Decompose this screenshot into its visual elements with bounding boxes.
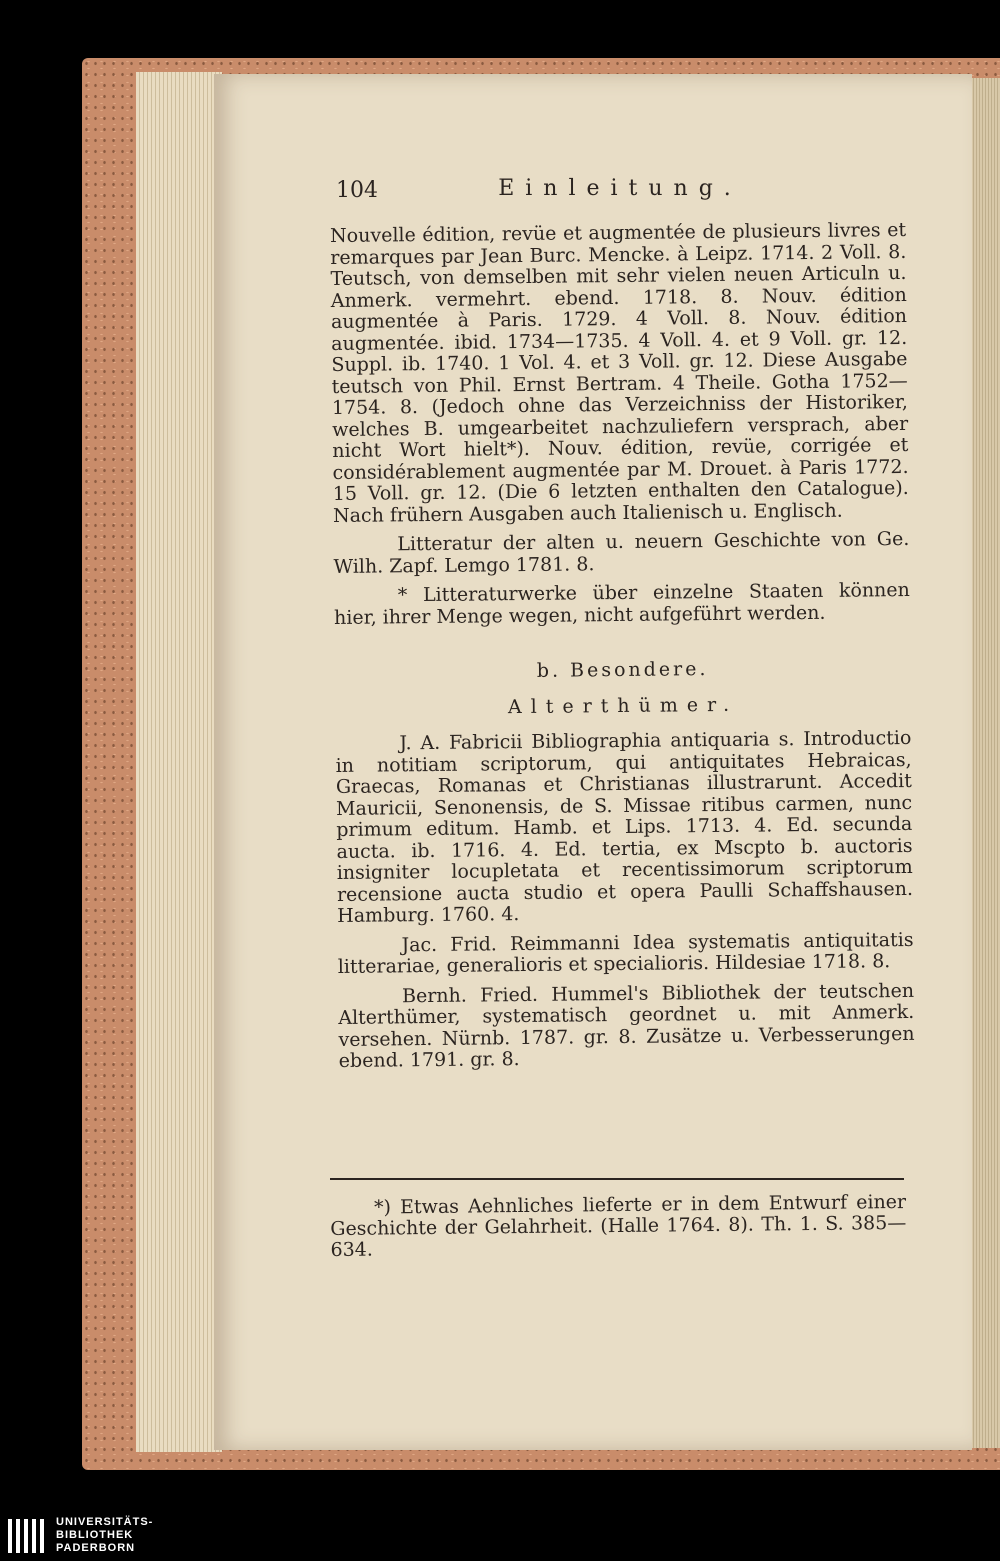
page-header: [330, 172, 910, 208]
footnote-rule: [330, 1178, 904, 1180]
library-logo-bar: [0, 1510, 1000, 1561]
paragraph-note-staaten: * Litteraturwerke über einzelne Staaten können hier, ihrer Menge wegen, nicht aufgeführt werden.: [333, 578, 910, 629]
page-body: [330, 220, 915, 1080]
library-name: [56, 1516, 153, 1555]
section-heading-alterthuemer: Alterthümer.: [507, 693, 739, 718]
library-name-line-1: UNIVERSITÄTS-: [56, 1516, 154, 1528]
footnote: *) Etwas Aehnliches lieferte er in dem Entwurf einer Geschichte der Gelahrheit. (Halle 1764. 8). Th. 1. S. 385—634.: [330, 1190, 907, 1261]
library-name-line-2: BIBLIOTHEK: [56, 1529, 134, 1541]
paragraph-nouvelle-edition: Nouvelle édition, revüe et augmentée de plusieurs livres et remarques par Jean Burc. Mencke. à Leipz. 1714. 2 Voll. 8. Teutsch, von demselben mit sehr vielen neuen Articuln u. Anmerk. vermehrt. ebend. 1718. 8. Nouv. édition augmentée à Paris. 1729. 4 Voll. 8. Nouv. édition augmentée. ibid. 1734—1735. 4 Voll. 4. et 9 Voll. gr. 12. Suppl. ib. 1740. 1 Vol. 4. et 3 Voll. gr. 12. Diese Ausgabe teutsch von Phil. Ernst Bertram. 4 Theile. Gotha 1752—1754. 8. (Jedoch ohne das Verzeichniss der Historiker, welches B. umgearbeitet nachzuliefern versprach, aber nicht Wort hielt*). Nouv. édition, revüe, corrigée et considérablement augmentée par M. Drouet. à Paris 1772. 15 Voll. gr. 12. (Die 6 letzten enthalten den Catalogue). Nach frühern Ausgaben auch Italienisch u. Englisch.: [329, 218, 909, 527]
page-number: 104: [336, 178, 378, 203]
subheading-besondere: b. Besondere.: [536, 658, 709, 682]
paragraph-zapf: Litteratur der alten u. neuern Geschichte von Ge. Wilh. Zapf. Lemgo 1781. 8.: [333, 527, 910, 578]
paragraph-reimmanni: Jac. Frid. Reimmanni Idea systematis antiquitatis litterariae, generalioris et specialioris. Hildesiae 1718. 8.: [337, 928, 914, 978]
library-name-line-3: PADERBORN: [56, 1542, 136, 1554]
running-head: Einleitung.: [498, 176, 742, 201]
paragraph-hummel: Bernh. Fried. Hummel's Bibliothek der teutschen Alterthümer, systematisch geordnet u. mit Anmerk. versehen. Nürnb. 1787. gr. 8. Zusätze u. Verbesserungen ebend. 1791. gr. 8.: [338, 979, 915, 1072]
library-emblem-icon: [6, 1515, 48, 1557]
page-edges-left: [136, 72, 222, 1452]
page-edges-right: [968, 78, 1000, 1448]
paragraph-fabricii: J. A. Fabricii Bibliographia antiquaria s. Introductio in notitiam scriptorum, qui antiquitates Hebraicas, Graecas, Romanas et Christianas illustrarunt. Accedit Mauricii, Senonensis, de S. Missae ritibus carmen, nunc primum editum. Hamb. et Lips. 1713. 4. Ed. secunda aucta. ib. 1716. 4. Ed. tertia, ex Mscpto b. auctoris insigniter locupletata et recentissimorum scriptorum recensione aucta studio et opera Paulli Schaffshausen. Hamburg. 1760. 4.: [335, 726, 914, 927]
